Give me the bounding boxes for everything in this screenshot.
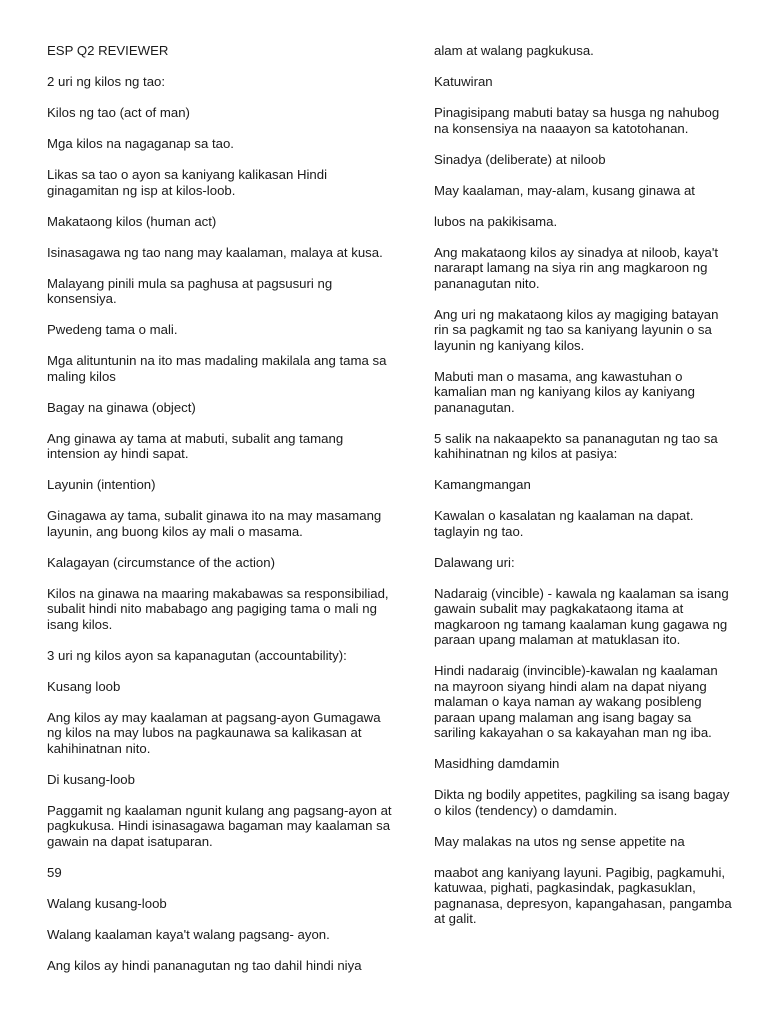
paragraph: 2 uri ng kilos ng tao:: [47, 74, 166, 89]
paragraph: Hindi nadaraig (invincible)-kawalan ng kaalaman na mayroon siyang hindi alam na dapat niyang malaman o kaya naman ay wakang posibleng paraan upang malaman ang isang bagay sa sariling kakayahan o sa kakayahan man ng iba.: [434, 663, 718, 740]
paragraph: Pinagisipang mabuti batay sa husga ng nahubog na konsensiya na naaayon sa katotohanan.: [434, 105, 720, 136]
paragraph: Ginagawa ay tama, subalit ginawa ito na may masamang layunin, ang buong kilos ay mali o masama.: [47, 508, 382, 539]
paragraph: Pwedeng tama o mali.: [47, 322, 178, 337]
paragraph: Kilos na ginawa na maaring makabawas sa responsibiliad, subalit hindi nito mababago ang pagiging tama o mali ng isang kilos.: [47, 585, 389, 632]
paragraph: Kusang loob: [47, 678, 121, 694]
paragraph: Kalagayan (circumstance of the action): [47, 554, 275, 570]
paragraph: alam at walang pagkukusa.: [434, 43, 594, 58]
paragraph: Katuwiran: [434, 74, 493, 89]
paragraph: Paggamit ng kaalaman ngunit kulang ang pagsang-ayon at pagkukusa. Hindi isinasagawa bagaman may kaalaman sa gawain na dapat isatuparan.: [47, 802, 392, 849]
paragraph: Nadaraig (vincible) - kawala ng kaalaman sa isang gawain subalit may pagkakataong itama at magkaroon ng tamang kaalaman kung gagawa ng paraan upang malaman at matuklasan ito.: [434, 585, 729, 647]
paragraph: Mga kilos na nagaganap sa tao.: [47, 136, 234, 151]
paragraph: Kamangmangan: [434, 477, 531, 492]
doc-title: ESP Q2 REVIEWER: [47, 43, 169, 58]
paragraph: Bagay na ginawa (object): [47, 399, 196, 415]
paragraph: Makataong kilos (human act): [47, 213, 217, 229]
right-column: [434, 43, 734, 942]
paragraph: Sinadya (deliberate) at niloob: [434, 151, 606, 167]
paragraph: Ang kilos ay may kaalaman at pagsang-ayon Gumagawa ng kilos na may lubos na pagkaunawa sa kalikasan at kahihinatnan nito.: [47, 709, 381, 756]
paragraph: Mga alituntunin na ito mas madaling makilala ang tama sa maling kilos: [47, 353, 387, 384]
paragraph: Isinasagawa ng tao nang may kaalaman, malaya at kusa.: [47, 244, 383, 260]
paragraph: Layunin (intention): [47, 477, 156, 492]
paragraph: May kaalaman, may-alam, kusang ginawa at: [434, 182, 695, 198]
paragraph: 5 salik na nakaapekto sa pananagutan ng tao sa kahihinatnan ng kilos at pasiya:: [434, 430, 718, 461]
paragraph: May malakas na utos ng sense appetite na: [434, 833, 685, 849]
paragraph: Di kusang-loob: [47, 771, 135, 787]
paragraph: Ang ginawa ay tama at mabuti, subalit ang tamang intension ay hindi sapat.: [47, 430, 344, 461]
paragraph: Ang makataong kilos ay sinadya at niloob, kaya't nararapt lamang na siya rin ang magkaroon ng pananagutan nito.: [434, 244, 719, 291]
paragraph: Ang uri ng makataong kilos ay magiging batayan rin sa pagkamit ng tao sa kaniyang layunin o sa layunin ng kaniyang kilos.: [434, 306, 719, 353]
paragraph: Masidhing damdamin: [434, 756, 560, 771]
paragraph: Dikta ng bodily appetites, pagkiling sa isang bagay o kilos (tendency) o damdamin.: [434, 787, 730, 818]
left-column: [47, 43, 397, 989]
paragraph: Kawalan o kasalatan ng kaalaman na dapat. taglayin ng tao.: [434, 508, 694, 539]
paragraph: Malayang pinili mula sa paghusa at pagsusuri ng konsensiya.: [47, 275, 333, 306]
paragraph: lubos na pakikisama.: [434, 213, 558, 229]
paragraph: Dalawang uri:: [434, 554, 515, 570]
paragraph: Mabuti man o masama, ang kawastuhan o kamalian man ng kaniyang kilos ay kaniyang pananagutan.: [434, 368, 695, 415]
page-number: 59: [47, 864, 62, 880]
paragraph: Walang kaalaman kaya't walang pagsang- ayon.: [47, 926, 330, 942]
paragraph: Likas sa tao o ayon sa kaniyang kalikasan Hindi ginagamitan ng isp at kilos-loob.: [47, 167, 328, 198]
paragraph: Kilos ng tao (act of man): [47, 105, 190, 120]
paragraph: 3 uri ng kilos ayon sa kapanagutan (accountability):: [47, 647, 347, 663]
paragraph: Ang kilos ay hindi pananagutan ng tao dahil hindi niya: [47, 957, 362, 973]
paragraph: Walang kusang-loob: [47, 895, 167, 911]
paragraph: maabot ang kaniyang layuni. Pagibig, pagkamuhi, katuwaa, pighati, pagkasindak, pagkasuklan, pagnanasa, depresyon, kapangahasan, pangamba at galit.: [434, 864, 732, 926]
